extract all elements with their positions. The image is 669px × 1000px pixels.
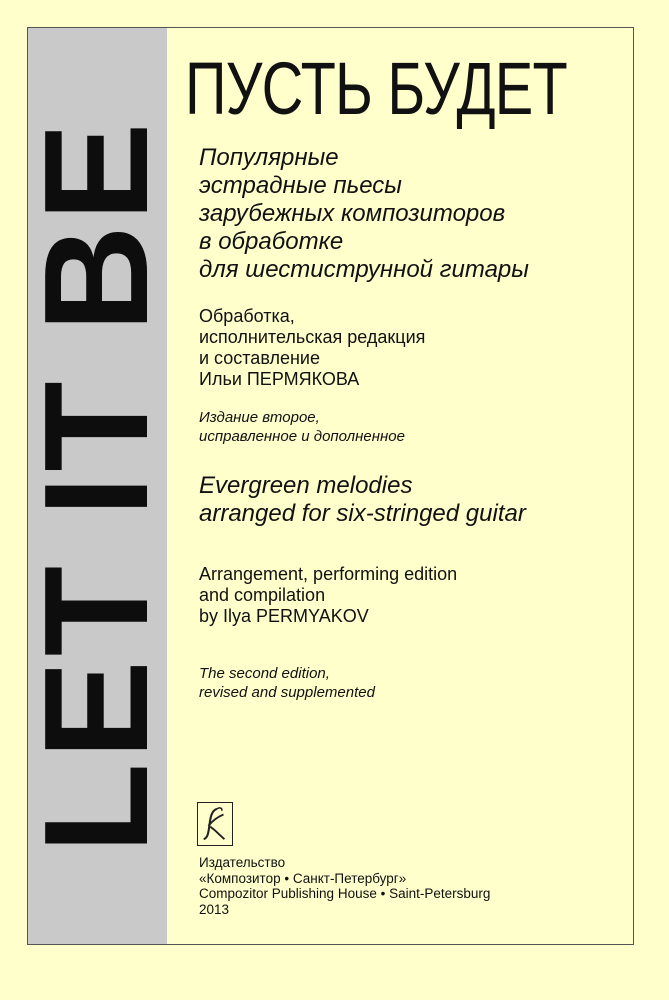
ru-edition: Издание второе, исправленное и дополненное xyxy=(199,409,405,445)
en-edition: The second edition, revised and supplemented xyxy=(199,665,375,701)
ru-subtitle: Популярные эстрадные пьесы зарубежных композиторов в обработке для шестиструнной гитары xyxy=(199,144,529,283)
ru-arrangement: Обработка, исполнительская редакция и составление Ильи ПЕРМЯКОВА xyxy=(199,306,426,389)
publisher-logo-icon xyxy=(197,802,233,846)
publisher-info: Издательство «Композитор • Санкт-Петербург» Compozitor Publishing House • Saint-Petersburg 2013 xyxy=(199,855,491,917)
spine-title: LET IT BE xyxy=(14,118,179,854)
en-subtitle: Evergreen melodies arranged for six-stringed guitar xyxy=(199,472,526,527)
en-arrangement: Arrangement, performing edition and compilation by Ilya PERMYAKOV xyxy=(199,564,458,626)
cover-title: ПУСТЬ БУДЕТ xyxy=(185,47,567,130)
